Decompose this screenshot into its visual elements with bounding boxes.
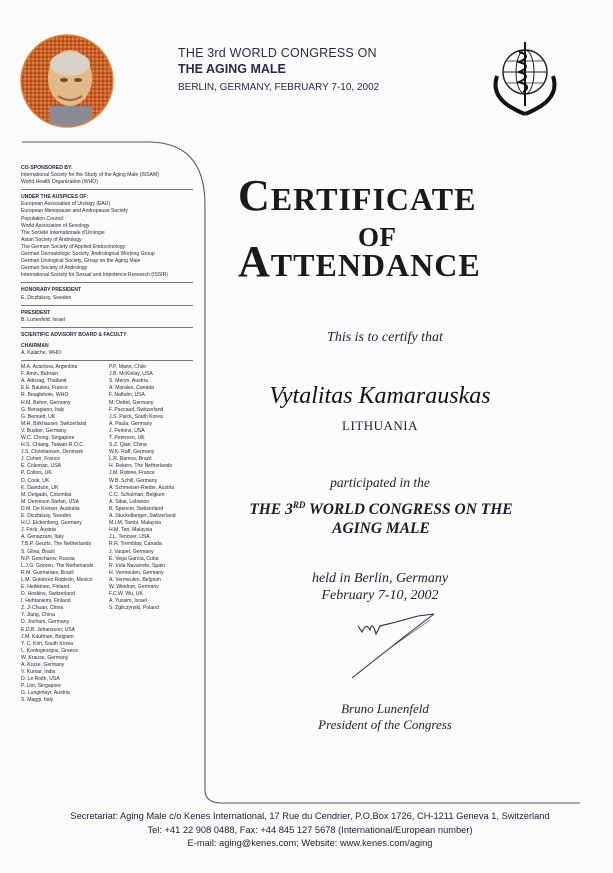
event-name — [222, 496, 540, 538]
title-initial: A — [238, 237, 271, 286]
faculty-member: H.U. Eickenberg, Germany — [21, 520, 82, 527]
faculty-member: S. Glina, Brazil — [21, 548, 55, 555]
faculty-member: W.C. Chong, Singapore — [21, 435, 75, 441]
faculty-member: J. Vaupel, Germany — [109, 548, 154, 555]
faculty-member: S.Z. Qian, China — [109, 442, 147, 449]
congress-mosaic-logo — [20, 34, 114, 128]
faculty-member: M. Dennison Stefan, USA — [21, 498, 80, 505]
divider — [21, 360, 193, 361]
faculty-member: M. Oettel, Germany — [109, 399, 154, 406]
faculty-member: J.L. Tenover, USA — [109, 534, 150, 541]
recipient-country: LITHUANIA — [342, 418, 418, 433]
faculty-member: F. Naftolin, USA — [109, 392, 145, 399]
faculty-column-1 — [21, 364, 109, 705]
faculty-member: M. Delgado, Colombia — [21, 491, 72, 498]
faculty-member: J.M. Kaufman, Belgium — [21, 633, 74, 640]
certificate-title-line3 — [238, 236, 481, 287]
faculty-member: A. Attisrag, Thailand — [21, 378, 67, 385]
auspices-item: The German Society of Applied Endocrinology — [21, 243, 126, 250]
faculty-member: Y. Jiang, China — [21, 612, 55, 619]
divider — [21, 282, 193, 283]
auspices-item: International Society for Sexual and Impotence Research (ISSIR) — [21, 272, 168, 279]
footer-phone: Tel: +41 22 908 0488, Fax: +44 845 127 5678 (International/European number) — [147, 824, 473, 835]
faculty-member: W. Weidner, Germany — [109, 583, 159, 590]
auspices-item: European Association of Urology (EAU) — [21, 201, 111, 208]
faculty-member: J.S. Christiansen, Denmark — [21, 449, 83, 456]
title-rest: TTENDANCE — [270, 247, 481, 283]
faculty-member: J. Perkins, USA — [109, 427, 145, 434]
faculty-member: N.P. Goncharov, Russia — [21, 555, 75, 562]
faculty-list — [21, 364, 201, 705]
auspices-item: German Society of Andrology — [21, 265, 88, 272]
faculty-member: T. Petersen, UK — [109, 435, 145, 441]
faculty-member: W.K. Raff, Germany — [109, 449, 155, 456]
faculty-member: R.R. Tremblay, Canada — [109, 541, 162, 548]
signatory-title: President of the Congress — [318, 717, 452, 732]
faculty-member: F. Amin, Bahrain — [21, 371, 59, 378]
participated-statement: participated in the — [330, 475, 430, 490]
event-pre: THE 3 — [249, 501, 293, 519]
faculty-member: R.M. Guimaraes, Brazil — [21, 569, 74, 576]
title-rest: ERTIFICATE — [270, 181, 477, 217]
faculty-member: R. Vela Navarrete, Spain — [109, 562, 166, 569]
chairman-heading: CHAIRMAN — [21, 342, 49, 349]
event-post: WORLD CONGRESS ON THE — [305, 501, 513, 519]
faculty-member: S. Meryn, Austria — [109, 378, 148, 385]
certify-statement: This is to certify that — [327, 330, 443, 345]
event-sup: RD — [292, 500, 306, 510]
faculty-member: A. Stuckelberger, Switzerland — [109, 513, 176, 520]
faculty-member: P. Lim, Singapore — [21, 683, 61, 690]
certificate-title-line1 — [238, 170, 476, 221]
auspices-item: European Menopause and Andropause Society — [21, 208, 128, 215]
recipient-name: Vytalitas Kamarauskas — [269, 383, 491, 409]
faculty-member: D. Le Roith, USA — [21, 676, 60, 683]
secretariat-footer — [40, 810, 580, 851]
signatory-name: Bruno Lunenfeld — [341, 701, 429, 716]
faculty-member: D. Hoskins, Switzerland — [21, 591, 75, 598]
auspices-heading: UNDER THE AUSPICES OF: — [21, 194, 89, 201]
faculty-member: W. Krause, Germany — [21, 654, 69, 661]
event-name-line2: AGING MALE — [332, 520, 430, 538]
faculty-member: E. Diczfalusy, Sweden — [21, 513, 72, 520]
faculty-member: G. Bennett, UK — [21, 413, 56, 420]
cosponsored-heading: CO-SPONSORED BY: — [21, 165, 73, 171]
congress-location-date: BERLIN, GERMANY, FEBRUARY 7-10, 2002 — [178, 82, 380, 93]
signature-image — [350, 612, 450, 682]
faculty-member: H. Vermeulen, Germany — [109, 569, 164, 576]
divider — [21, 327, 193, 328]
faculty-member: L.M. Gutiérrez Robledo, Mexico — [21, 576, 93, 583]
footer-address: Secretariat: Aging Male c/o Kenes International, 17 Rue du Cendrier, P.O.Box 1726, CH-1211 Geneva 1, Switzerland — [70, 811, 550, 821]
title-initial: C — [238, 171, 271, 220]
faculty-member: H. Rekers, The Netherlands — [109, 463, 173, 470]
faculty-member: J.M. Robine, France — [109, 470, 155, 477]
faculty-member: C.C. Schulman, Belgium — [109, 491, 165, 498]
cosponsors-list — [21, 172, 201, 186]
congress-header — [178, 46, 478, 93]
faculty-member: E.E. Baulieu, France — [21, 385, 68, 392]
faculty-member: F.C.W. Wu, UK — [109, 591, 143, 598]
faculty-member: V. Kumar, India — [21, 669, 56, 676]
chairman-name: A. Kalache, WHO — [21, 349, 61, 356]
faculty-member: A. Paula, Germany — [109, 420, 153, 427]
faculty-member: D. Jocham, Germany — [21, 619, 70, 626]
faculty-member: L.J.G. Gooren, The Netherlands — [21, 562, 94, 569]
congress-title-line2: THE AGING MALE — [178, 62, 286, 76]
faculty-member: M.A. Acantora, Argentina — [21, 364, 78, 371]
faculty-member: I. Huhtaniemi, Finland — [21, 598, 71, 605]
honorary-president-name: E. Diczfalusy, Sweden — [21, 294, 72, 301]
advisory-board-heading: SCIENTIFIC ADVISORY BOARD & FACULTY — [21, 331, 127, 338]
cosponsor-item: World Health Organization (WHO) — [21, 179, 98, 186]
honorary-president-heading: HONORARY PRESIDENT — [21, 287, 82, 294]
auspices-item: German Dermatologic Society, Andrological Working Group — [21, 251, 155, 258]
faculty-member: G. Benagiano, Italy — [21, 406, 65, 413]
faculty-member: E. Vega García, Cuba — [109, 555, 159, 562]
auspices-item: Population Council — [21, 215, 64, 222]
faculty-member: A. Genazzani, Italy — [21, 534, 64, 541]
faculty-member: J.B. McKinlay, USA — [109, 371, 153, 378]
faculty-member: A. Schmeiser-Rieder, Austria — [109, 484, 175, 491]
faculty-member: E.D.B. Johansson, USA — [21, 626, 76, 633]
signatory-block — [290, 701, 480, 733]
faculty-member: A. Morales, Canada — [109, 385, 155, 392]
faculty-member: E. Coleman, USA — [21, 463, 61, 470]
faculty-member: S. Zgliczynski, Poland — [109, 605, 159, 612]
who-emblem-icon — [487, 36, 563, 120]
faculty-member: J.S. Paick, South Korea — [109, 413, 163, 420]
faculty-member: A. Yussim, Israel — [109, 598, 147, 605]
auspices-item: Asian Society of Andrology — [21, 236, 82, 243]
faculty-member: A. Vermeulen, Belgium — [109, 576, 161, 583]
auspices-list — [21, 201, 201, 279]
held-dates: February 7-10, 2002 — [321, 588, 439, 603]
faculty-member: H.M. Behre, Germany — [21, 399, 71, 406]
president-heading: PRESIDENT — [21, 309, 51, 316]
faculty-member: R. Beaglehole, WHO — [21, 392, 69, 399]
faculty-member: V. Busber, Germany — [21, 427, 67, 434]
faculty-member: H.M. Tan, Malaysia — [109, 527, 153, 534]
divider — [21, 189, 193, 190]
faculty-member: E. Heikkinen, Finland — [21, 583, 70, 590]
president-name: B. Lunenfeld, Israel — [21, 316, 65, 323]
auspices-item: The Société Internationale d'Urologie — [21, 229, 105, 236]
faculty-member: Y. C. Kim, South Korea — [21, 640, 74, 647]
faculty-member: J. Frick, Austria — [21, 527, 56, 534]
faculty-member: B. Spencer, Switzerland — [109, 505, 164, 512]
congress-title-line1: THE 3rd WORLD CONGRESS ON — [178, 46, 377, 60]
footer-contact: E-mail: aging@kenes.com; Website: www.kenes.com/aging — [187, 838, 433, 848]
faculty-member: L. Kontogeorgos, Greece — [21, 647, 78, 654]
divider — [21, 305, 193, 306]
faculty-member: P. Collins, UK — [21, 470, 52, 477]
auspices-item: German Urological Society, Group on the Aging Male — [21, 258, 141, 265]
faculty-member: Z. Ji Chuan, China — [21, 605, 64, 612]
faculty-member: J. Cohen, France — [21, 456, 61, 463]
faculty-member: T.B.P. Geurts, The Netherlands — [21, 541, 92, 548]
held-location: held in Berlin, Germany — [311, 571, 449, 586]
faculty-member: D.M. De Kretser, Australia — [21, 505, 80, 512]
faculty-member: H.S. Chiang, Taiwan-R.O.C. — [21, 442, 85, 449]
sidebar-organizers — [21, 165, 201, 705]
faculty-member: K. Davidson, UK — [21, 484, 59, 491]
certificate-title-of: OF — [358, 222, 397, 252]
event-name-line1 — [222, 496, 540, 519]
faculty-member: A. Sibai, Lebanon — [109, 498, 150, 505]
faculty-member: G. Lungimayr, Austria — [21, 690, 70, 697]
faculty-member: P.P. Mann, Chile — [109, 364, 146, 371]
faculty-member: A. Kruse, Germany — [21, 662, 65, 668]
faculty-member: M.H. Birkhauser, Switzerland — [21, 420, 87, 427]
faculty-member: F. Paccaud, Switzerland — [109, 406, 164, 413]
event-venue-date — [290, 570, 470, 604]
faculty-member: L.R. Ramos, Brazil — [109, 456, 152, 463]
faculty-member: W.B. Schill, Germany — [109, 477, 158, 484]
faculty-member: M.I.M. Tambi, Malaysia — [109, 520, 161, 527]
faculty-column-2 — [109, 364, 195, 705]
auspices-item: World Association of Sexology — [21, 222, 90, 229]
faculty-member: D. Cook, UK — [21, 477, 50, 484]
faculty-member: S. Maggi, Italy — [21, 697, 54, 704]
cosponsor-item: International Society for the Study of the Aging Male (ISSAM) — [21, 172, 159, 179]
